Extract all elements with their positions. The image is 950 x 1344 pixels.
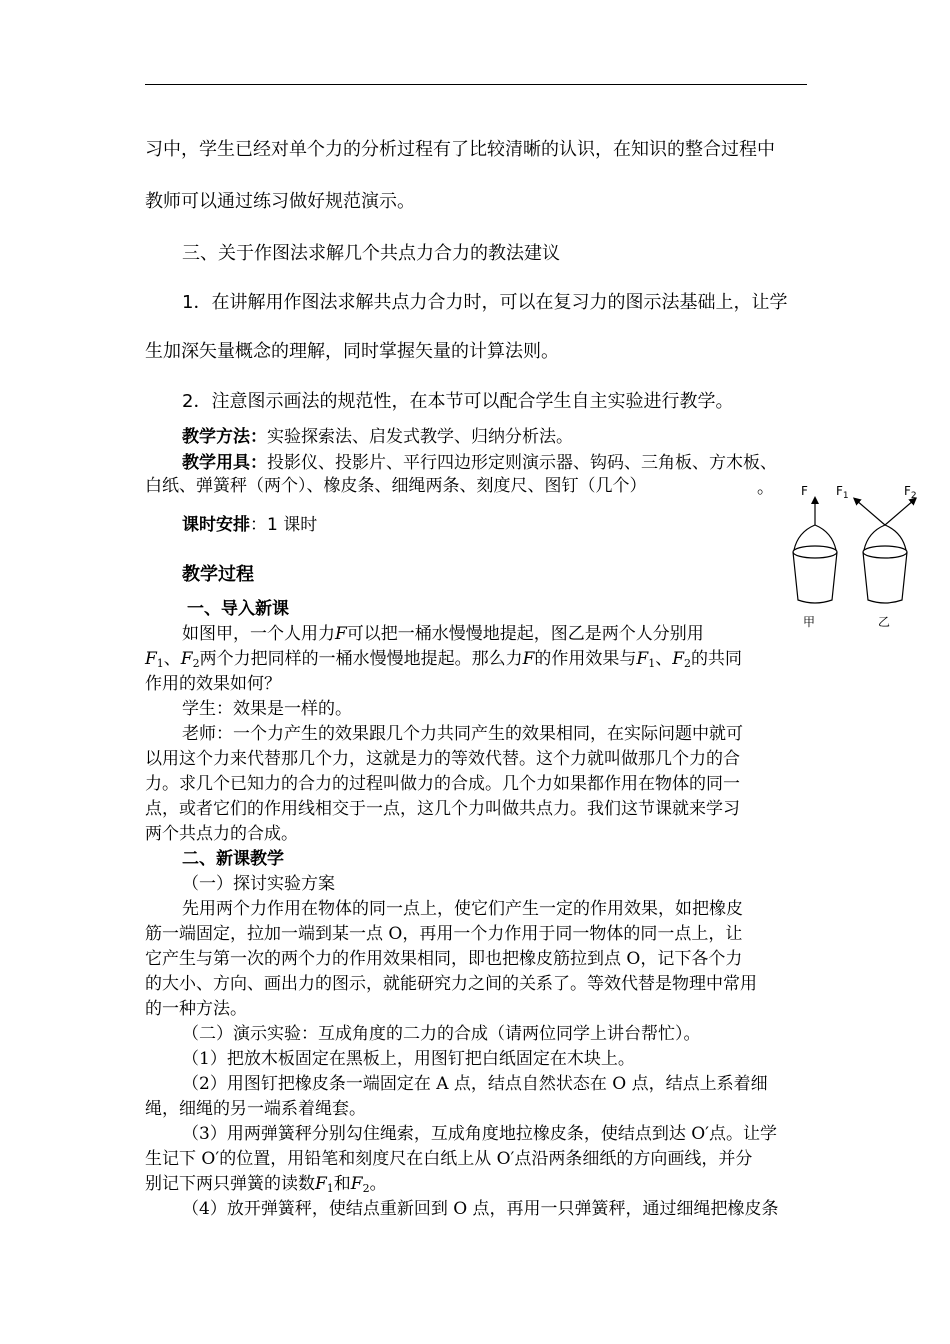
- teacher-line-1: 老师：一个力产生的效果跟几个力共同产生的效果相同，在实际问题中就可: [182, 724, 743, 744]
- step-2-line-2: 绳，细绳的另一端系着绳套。: [145, 1099, 366, 1119]
- schedule-value: 1 课时: [267, 515, 318, 535]
- section-3-title: 三、关于作图法求解几个共点力合力的教法建议: [182, 243, 560, 264]
- bucket-left: [793, 484, 837, 629]
- force-F2: F: [180, 649, 193, 669]
- teacher-line-3: 力。求几个已知力的合力的过程叫做力的合成。几个力如果都作用在物体的同一: [145, 774, 740, 794]
- label-F: F: [801, 484, 808, 498]
- step-3-line-3-a: 别记下两只弹簧的读数: [145, 1174, 315, 1194]
- step-3-line-3: [145, 1173, 387, 1195]
- sep: 、: [655, 649, 673, 669]
- teaching-tools: [182, 452, 777, 474]
- s1-line-1: 先用两个力作用在物体的同一点上，使它们产生一定的作用效果，如把橡皮: [182, 899, 743, 919]
- force-F1-arrow: [856, 500, 885, 525]
- bucket-right: [836, 484, 917, 629]
- teaching-methods: [182, 426, 573, 448]
- force-F2-sub: 2: [362, 1182, 370, 1195]
- part-1-title: 一、导入新课: [187, 599, 289, 619]
- teacher-line-2: 以用这个力来代替那几个力，这就是力的等效代替。这个力就叫做那几个力的合: [145, 749, 740, 769]
- step-2-line-1: （2）用图钉把橡皮条一端固定在 A 点，结点自然状态在 O 点，结点上系着细: [182, 1074, 768, 1094]
- force-F2: F: [350, 1174, 363, 1194]
- force-F: F: [335, 624, 347, 644]
- part-1-line-2-a: 两个力把同样的一桶水慢慢地提起。那么力: [199, 649, 523, 669]
- teacher-line-4: 点，或者它们的作用线相交于一点，这几个力叫做共点力。我们这节课就来学习: [145, 799, 740, 819]
- part-1-line-2-c: 的共同: [690, 649, 742, 669]
- step-3-line-1: （3）用两弹簧秤分别勾住绳索，互成角度地拉橡皮条，使结点到达 O′点。让学: [182, 1124, 778, 1144]
- intro-line-2: 教师可以通过练习做好规范演示。: [145, 191, 415, 212]
- label-F2-sub: 2: [910, 491, 917, 501]
- sep: 、: [163, 649, 181, 669]
- item-2: 2．注意图示画法的规范性，在本节可以配合学生自主实验进行教学。: [182, 391, 734, 412]
- tools-value-line-1: 投影仪、投影片、平行四边形定则演示器、钩码、三角板、方木板、: [267, 453, 777, 473]
- caption-left: 甲: [803, 615, 816, 629]
- force-F1: F: [145, 649, 157, 669]
- force-F1: F: [636, 649, 649, 669]
- label-F2: [904, 484, 917, 501]
- tools-end-mark: 。: [757, 478, 774, 498]
- force-F: F: [522, 649, 535, 669]
- part-1-line-1-a: 如图甲，一个人用力: [182, 624, 335, 644]
- s1-line-3: 它产生与第一次的两个力的作用效果相同，即也把橡皮筋拉到点 O，记下各个力: [145, 949, 743, 969]
- label-F1-sub: 1: [842, 491, 849, 501]
- bucket-left-rim: [793, 546, 837, 558]
- label-F1: [836, 484, 849, 501]
- force-F2-sub: 2: [683, 657, 691, 670]
- s1-line-4: 的大小、方向、画出力的图示，就能研究力之间的关系了。等效代替是物理中常用: [145, 974, 757, 994]
- bucket-right-body: [863, 552, 907, 603]
- methods-label: 教学方法：: [182, 427, 267, 447]
- force-F1-sub: 1: [156, 657, 164, 670]
- s1-line-2: 筋一端固定，拉加一端到某一点 O，再用一个力作用于同一物体的同一点上，让: [145, 924, 743, 944]
- label-F2-main: F: [904, 484, 911, 498]
- student-reply: 学生：效果是一样的。: [182, 699, 352, 719]
- force-F2-arrow: [885, 500, 914, 525]
- part-1-line-1-b: 可以把一桶水慢慢地提起，图乙是两个人分别用: [346, 624, 704, 644]
- step-3-line-2: 生记下 O′的位置，用铅笔和刻度尺在白纸上从 O′点沿两条细纸的方向画线，并分: [145, 1149, 753, 1169]
- force-F1-sub: 1: [648, 657, 656, 670]
- step-4: （4）放开弹簧秤，使结点重新回到 O 点，再用一只弹簧秤，通过细绳把橡皮条: [182, 1199, 779, 1219]
- label-F1-main: F: [836, 484, 843, 498]
- bucket-right-rim: [863, 546, 907, 558]
- tools-label: 教学用具：: [182, 453, 267, 473]
- bucket-left-body: [793, 552, 837, 603]
- force-F2: F: [672, 649, 684, 669]
- tools-value-line-2: 白纸、弹簧秤（两个）、橡皮条、细绳两条、刻度尺、图钉（几个）: [145, 476, 647, 496]
- force-F2-sub: 2: [192, 657, 200, 670]
- bucket-force-figure: [790, 480, 930, 630]
- period: 。: [369, 1174, 387, 1194]
- caption-right: 乙: [878, 615, 891, 629]
- header-rule: [145, 84, 807, 85]
- schedule-colon: ：: [250, 515, 267, 535]
- part-1-line-2-b: 的作用效果与: [534, 649, 637, 669]
- part-1-line-3: 作用的效果如何？: [145, 674, 281, 694]
- s1-line-5: 的一种方法。: [145, 999, 247, 1019]
- force-F1-sub: 1: [326, 1182, 334, 1195]
- and-text: 和: [333, 1174, 351, 1194]
- force-F1: F: [315, 1174, 327, 1194]
- schedule-label: 课时安排: [182, 515, 250, 535]
- step-1: （1）把放木板固定在黑板上，用图钉把白纸固定在木块上。: [182, 1049, 635, 1069]
- item-1-line-2: 生加深矢量概念的理解，同时掌握矢量的计算法则。: [145, 341, 559, 362]
- process-title: 教学过程: [182, 564, 254, 585]
- teacher-line-5: 两个共点力的合成。: [145, 824, 298, 844]
- part-2-sub-2: （二）演示实验：互成角度的二力的合成（请两位同学上讲台帮忙）。: [182, 1024, 701, 1044]
- part-1-line-1: [182, 623, 704, 645]
- schedule: [182, 514, 317, 536]
- part-1-line-2: [145, 648, 742, 670]
- item-1-line-1: 1．在讲解用作图法求解共点力合力时，可以在复习力的图示法基础上，让学: [182, 292, 788, 313]
- part-2-title: 二、新课教学: [182, 849, 284, 869]
- methods-value: 实验探索法、启发式教学、归纳分析法。: [267, 427, 573, 447]
- intro-line-1: 习中，学生已经对单个力的分析过程有了比较清晰的认识，在知识的整合过程中: [145, 139, 775, 160]
- part-2-sub-1: （一）探讨实验方案: [182, 874, 335, 894]
